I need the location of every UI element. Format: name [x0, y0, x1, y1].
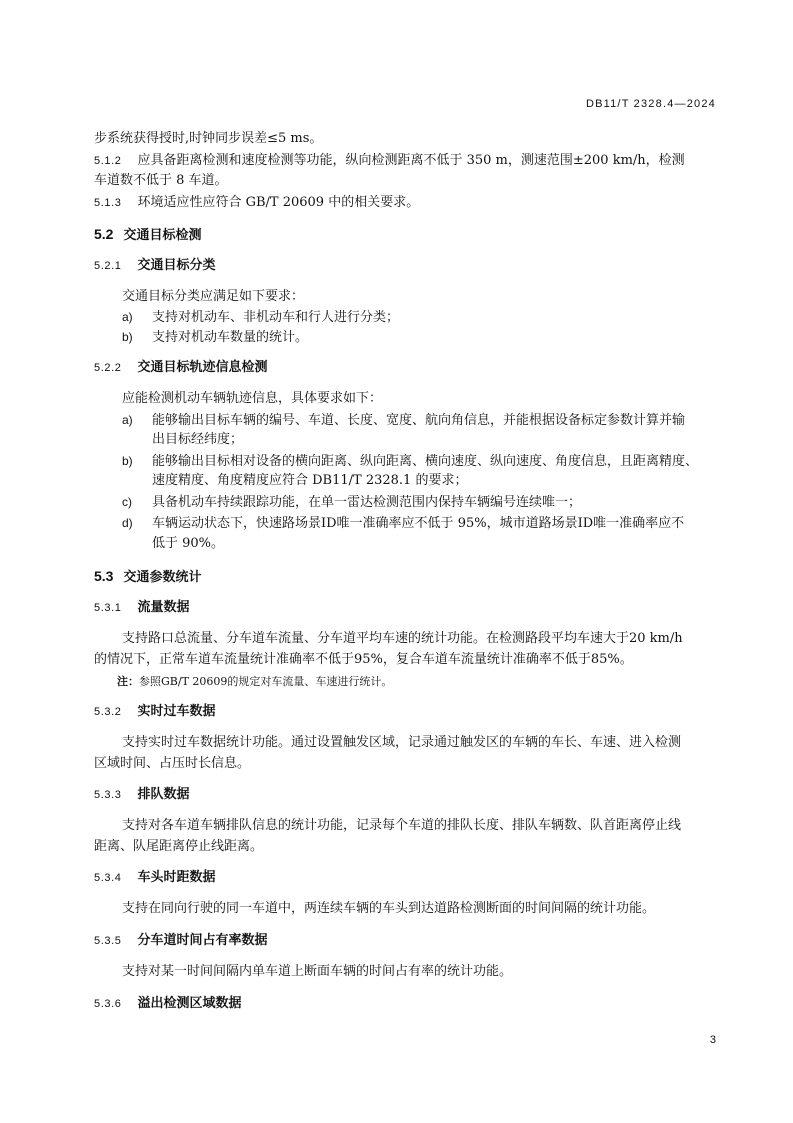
clause-heading-5-3-6 [94, 996, 241, 1012]
section-title: 交通目标检测 [123, 228, 202, 243]
paragraph-line: 支持对某一时间间隔内单车道上断面车辆的时间占有率的统计功能。 [122, 964, 513, 979]
section-number: 5.2 [94, 226, 114, 242]
list-text: 支持对机动车数量的统计。 [152, 330, 309, 345]
paragraph-line: 支持路口总流量、分车道车流量、分车道平均车速的统计功能。在检测路段平均车速大于20 km/h [122, 631, 683, 646]
section-heading-5-3 [94, 568, 201, 586]
clause-5-1-3 [94, 195, 419, 211]
paragraph-line: 的情况下，正常车道车流量统计准确率不低于95%，复合车道车流量统计准确率不低于85%。 [94, 652, 633, 667]
clause-text: 应具备距离检测和速度检测等功能，纵向检测距离不低于 350 m，测速范围±200 km/h，检测 [137, 153, 685, 168]
section-heading-5-2 [94, 226, 201, 244]
paragraph-line: 应能检测机动车辆轨迹信息，具体要求如下： [122, 391, 383, 406]
clause-heading-5-3-4 [94, 870, 215, 886]
clause-title: 实时过车数据 [137, 704, 216, 719]
clause-title: 交通目标分类 [137, 258, 216, 273]
list-item-continuation: 低于 90%。 [152, 536, 225, 551]
clause-number: 5.1.3 [94, 197, 122, 209]
section-title: 交通参数统计 [123, 570, 202, 585]
note-label: 注： [117, 675, 139, 688]
clause-title: 流量数据 [137, 600, 190, 615]
clause-title: 溢出检测区域数据 [137, 996, 242, 1011]
list-item [122, 412, 685, 429]
paragraph-line: 距离、队尾距离停止线距离。 [94, 839, 264, 854]
note [117, 674, 392, 690]
list-label: c) [122, 495, 132, 509]
list-item [122, 329, 308, 346]
list-item [122, 494, 581, 511]
list-label: a) [122, 310, 133, 324]
clause-number: 5.2.1 [94, 260, 122, 272]
clause-number: 5.3.5 [94, 935, 122, 947]
list-text: 车辆运动状态下，快速路场景ID唯一准确率应不低于 95%，城市道路场景ID唯一准确率应不 [152, 516, 685, 531]
list-item [122, 515, 684, 532]
section-number: 5.3 [94, 568, 114, 584]
paragraph-line: 支持实时过车数据统计功能。通过设置触发区域，记录通过触发区的车辆的车长、车速、进入检测 [122, 735, 682, 750]
list-text: 支持对机动车、非机动车和行人进行分类； [152, 310, 400, 325]
list-item [122, 453, 698, 470]
clause-title: 排队数据 [137, 787, 190, 802]
note-text: 参照GB/T 20609的规定对车流量、车速进行统计。 [139, 675, 393, 688]
clause-heading-5-3-3 [94, 787, 189, 803]
clause-number: 5.3.6 [94, 998, 122, 1010]
list-item [122, 309, 399, 326]
clause-title: 车头时距数据 [137, 870, 216, 885]
clause-text: 环境适应性应符合 GB/T 20609 中的相关要求。 [137, 195, 420, 210]
paragraph-line: 步系统获得授时,时钟同步误差≤5 ms。 [94, 131, 323, 146]
list-text: 具备机动车持续跟踪功能，在单一雷达检测范围内保持车辆编号连续唯一； [152, 495, 582, 510]
clause-title: 交通目标轨迹信息检测 [137, 360, 268, 375]
clause-heading-5-3-2 [94, 704, 215, 720]
clause-heading-5-2-1 [94, 258, 215, 274]
paragraph-line: 支持在同向行驶的同一车道中，两连续车辆的车头到达道路检测断面的时间间隔的统计功能。 [122, 901, 656, 916]
list-label: a) [122, 413, 133, 427]
paragraph-line: 支持对各车道车辆排队信息的统计功能，记录每个车道的排队长度、排队车辆数、队首距离停止线 [122, 818, 682, 833]
clause-number: 5.3.2 [94, 706, 122, 718]
clause-number: 5.3.4 [94, 872, 122, 884]
clause-5-1-2 [94, 153, 685, 169]
paragraph-line: 车道数不低于 8 车道。 [94, 173, 228, 188]
clause-number: 5.2.2 [94, 362, 122, 374]
list-text: 能够输出目标车辆的编号、车道、长度、宽度、航向角信息，并能根据设备标定参数计算并输 [152, 413, 686, 428]
list-item-continuation: 速度精度、角度精度应符合 DB11/T 2328.1 的要求； [152, 473, 468, 488]
clause-heading-5-3-5 [94, 933, 267, 949]
list-item-continuation: 出目标经纬度； [152, 432, 244, 447]
paragraph-line: 区域时间、占压时长信息。 [94, 756, 251, 771]
list-label: d) [122, 516, 133, 530]
list-text: 能够输出目标相对设备的横向距离、纵向距离、横向速度、纵向速度、角度信息，且距离精度、 [152, 454, 699, 469]
paragraph-line: 交通目标分类应满足如下要求： [122, 289, 305, 304]
clause-title: 分车道时间占有率数据 [137, 933, 268, 948]
document-code-header: DB11/T 2328.4—2024 [585, 98, 716, 110]
clause-number: 5.3.1 [94, 602, 122, 614]
clause-number: 5.1.2 [94, 155, 122, 167]
list-label: b) [122, 330, 133, 344]
clause-heading-5-3-1 [94, 600, 189, 616]
clause-number: 5.3.3 [94, 789, 122, 801]
clause-heading-5-2-2 [94, 360, 267, 376]
page-number: 3 [709, 1034, 716, 1046]
list-label: b) [122, 454, 133, 468]
